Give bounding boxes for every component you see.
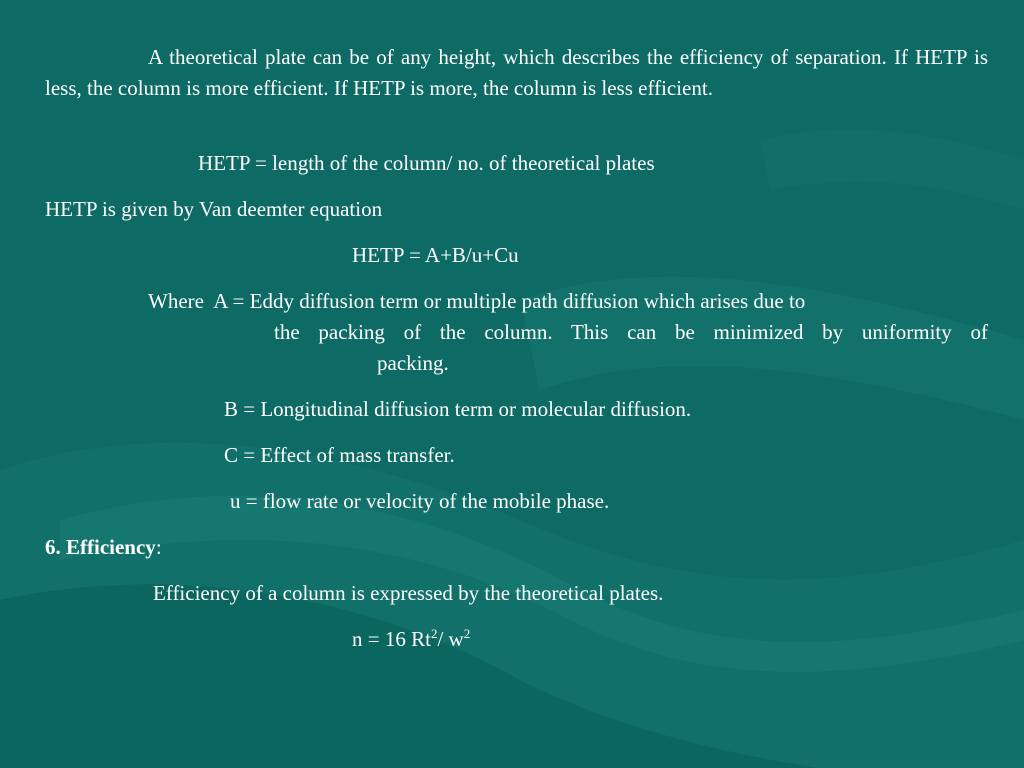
hetp-definition: HETP = length of the column/ no. of theoretical plates: [198, 151, 655, 175]
plate-formula: [352, 624, 470, 655]
term-b: B = Longitudinal diffusion term or molecular diffusion.: [224, 397, 692, 421]
where-a-line-1: Where A = Eddy diffusion term or multiple path diffusion which arises due to: [148, 289, 806, 313]
term-u: u = flow rate or velocity of the mobile phase.: [230, 489, 610, 513]
section-heading: [45, 532, 162, 563]
where-a-line-3: packing.: [377, 351, 449, 375]
section-heading-text: 6. Efficiency: [45, 535, 156, 559]
term-c: C = Effect of mass transfer.: [224, 443, 455, 467]
formula-prefix: n = 16 Rt: [352, 627, 431, 651]
formula-exponent-1: 2: [430, 626, 438, 641]
intro-paragraph: A theoretical plate can be of any height, which describes the efficiency of separation. If HETP is less, the column is more efficient. If HETP is more, the column is less efficient.: [45, 45, 988, 100]
where-a-line-2: the packing of the column. This can be minimized by uniformity of: [274, 320, 988, 344]
section-heading-colon: :: [155, 535, 162, 559]
formula-middle: / w: [437, 627, 464, 651]
van-deemter-equation: HETP = A+B/u+Cu: [352, 243, 519, 267]
van-deemter-intro: HETP is given by Van deemter equation: [45, 197, 383, 221]
formula-exponent-2: 2: [463, 626, 471, 641]
efficiency-text: Efficiency of a column is expressed by the theoretical plates.: [153, 581, 664, 605]
